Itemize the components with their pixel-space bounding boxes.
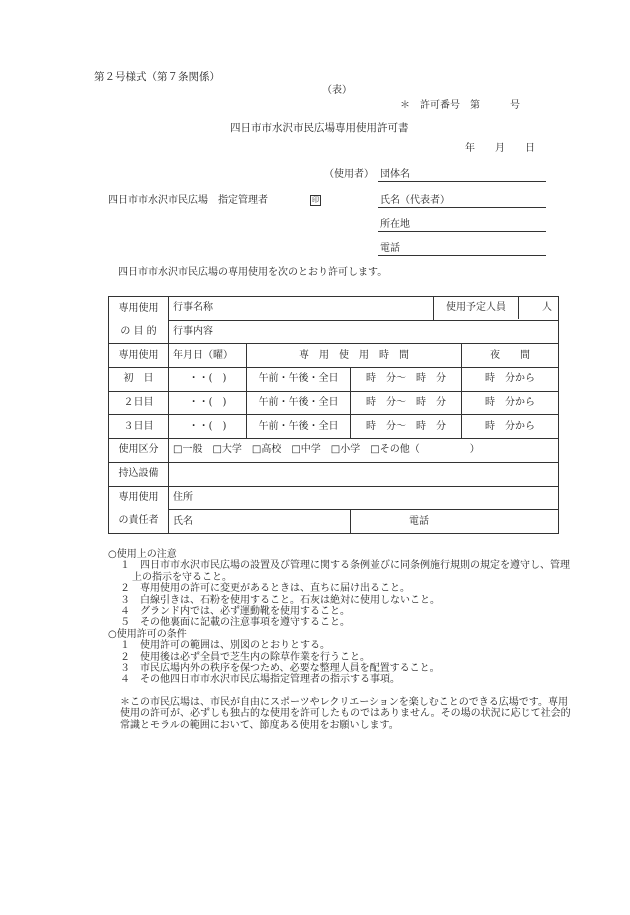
table-row [109, 462, 559, 486]
permit-table [108, 296, 559, 534]
category-checkboxes[interactable]: □一般 □大学 □高校 □中学 □小学 □その他（ ） [169, 439, 559, 463]
caution-item: １ 四日市市水沢市民広場の設置及び管理に関する条例並びに同条例施行規則の規定を遵守し、管理上の指示を守ること。 [120, 560, 570, 583]
document-title: 四日市市水沢市民広場専用使用許可書 [230, 122, 409, 134]
org-label: 団体名 [380, 169, 410, 180]
table-row [109, 297, 559, 321]
org-underline [378, 181, 546, 182]
name-label: 氏名（代表者） [380, 195, 450, 206]
form-number: 第２号様式（第７条関係） [94, 71, 220, 83]
table-row [109, 344, 559, 368]
address-underline [378, 231, 546, 232]
equipment-field[interactable] [169, 462, 559, 486]
table-row [109, 415, 559, 439]
night-field[interactable]: 時 分から [462, 368, 559, 392]
category-label: 使用区分 [109, 439, 169, 463]
phone-underline [378, 255, 546, 256]
night-field[interactable]: 時 分から [462, 415, 559, 439]
table-row [109, 510, 559, 534]
table-row [109, 391, 559, 415]
table-row [109, 320, 559, 344]
night-column-header: 夜 間 [462, 344, 559, 368]
permit-number: ＊ 許可番号 第 号 [400, 100, 520, 111]
condition-item: １ 使用許可の範囲は、別図のとおりとする。 [120, 640, 330, 652]
condition-item: ３ 市民広場内外の秩序を保つため、必要な整理人員を配置すること。 [120, 663, 440, 675]
caution-item: ３ 白線引きは、石粉を使用すること。石灰は絶対に使用しないこと。 [120, 594, 440, 606]
conditions-title: ○使用許可の条件 [108, 628, 187, 640]
notes-section [108, 549, 578, 731]
issue-date: 年 月 日 [465, 143, 535, 154]
condition-item: ２ 使用後は必ず全員で芝生内の除草作業を行うこと。 [120, 651, 370, 663]
equipment-label: 持込設備 [109, 462, 169, 486]
event-name-field[interactable]: 行事名称 [169, 297, 434, 321]
caution-title: ○使用上の注意 [108, 549, 177, 560]
intro-text: 四日市市水沢市民広場の専用使用を次のとおり許可します。 [118, 267, 388, 278]
date-field[interactable]: ・・( ) [169, 415, 247, 439]
table-row [109, 486, 559, 510]
seal-mark: 印 [312, 196, 319, 204]
responsible-label-2: の責任者 [109, 510, 169, 534]
time-field[interactable]: 時 分〜 時 分 [351, 368, 462, 392]
slot-field[interactable]: 午前・午後・全日 [247, 415, 351, 439]
condition-item: ４ その他四日市市水沢市民広場指定管理者の指示する事項。 [120, 674, 400, 686]
user-label: （使用者） [324, 169, 374, 180]
issuer-name: 四日市市水沢市民広場 指定管理者 [108, 195, 268, 206]
planned-people-cell[interactable] [434, 297, 559, 321]
time-field[interactable]: 時 分〜 時 分 [351, 415, 462, 439]
slot-field[interactable]: 午前・午後・全日 [247, 391, 351, 415]
caution-item: ４ グランド内では、必ず運動靴を使用すること。 [120, 606, 350, 618]
responsible-phone-field[interactable]: 電話 [351, 510, 559, 534]
planned-people-label: 使用予定人員 [434, 297, 519, 319]
people-unit: 人 [542, 302, 552, 314]
side-label: （表） [322, 85, 352, 96]
table-row [109, 439, 559, 463]
purpose-label-2: の 目 的 [109, 320, 169, 344]
day-label: 初 日 [109, 368, 169, 392]
responsible-label: 専用使用 [109, 486, 169, 510]
caution-item: ５ その他裏面に記載の注意事項を遵守すること。 [120, 617, 350, 629]
phone-label: 電話 [380, 243, 400, 254]
footer-note: ＊この市民広場は、市民が自由にスポーツやレクリエーションを楽しむことのできる広場です。専用使用の許可が、必ずしも独占的な使用を許可したものではありません。その場の状況に応じて社会的常識とモラルの範囲において、節度ある使用をお願いします。 [120, 696, 571, 731]
responsible-address-field[interactable]: 住所 [169, 486, 559, 510]
slot-field[interactable]: 午前・午後・全日 [247, 368, 351, 392]
name-underline [378, 207, 546, 208]
caution-item: ２ 専用使用の許可に変更があるときは、直ちに届け出ること。 [120, 583, 410, 595]
night-field[interactable]: 時 分から [462, 391, 559, 415]
date-field[interactable]: ・・( ) [169, 391, 247, 415]
table-row [109, 368, 559, 392]
address-label: 所在地 [380, 219, 410, 230]
time-column-header: 専 用 使 用 時 間 [247, 344, 462, 368]
event-content-field[interactable]: 行事内容 [169, 320, 559, 344]
date-column-header: 年月日（曜） [169, 344, 247, 368]
purpose-label: 専用使用 [109, 297, 169, 321]
date-field[interactable]: ・・( ) [169, 368, 247, 392]
responsible-name-field[interactable]: 氏名 [169, 510, 351, 534]
day-label: ２日目 [109, 391, 169, 415]
day-label: ３日目 [109, 415, 169, 439]
time-field[interactable]: 時 分〜 時 分 [351, 391, 462, 415]
schedule-label: 専用使用 [109, 344, 169, 368]
